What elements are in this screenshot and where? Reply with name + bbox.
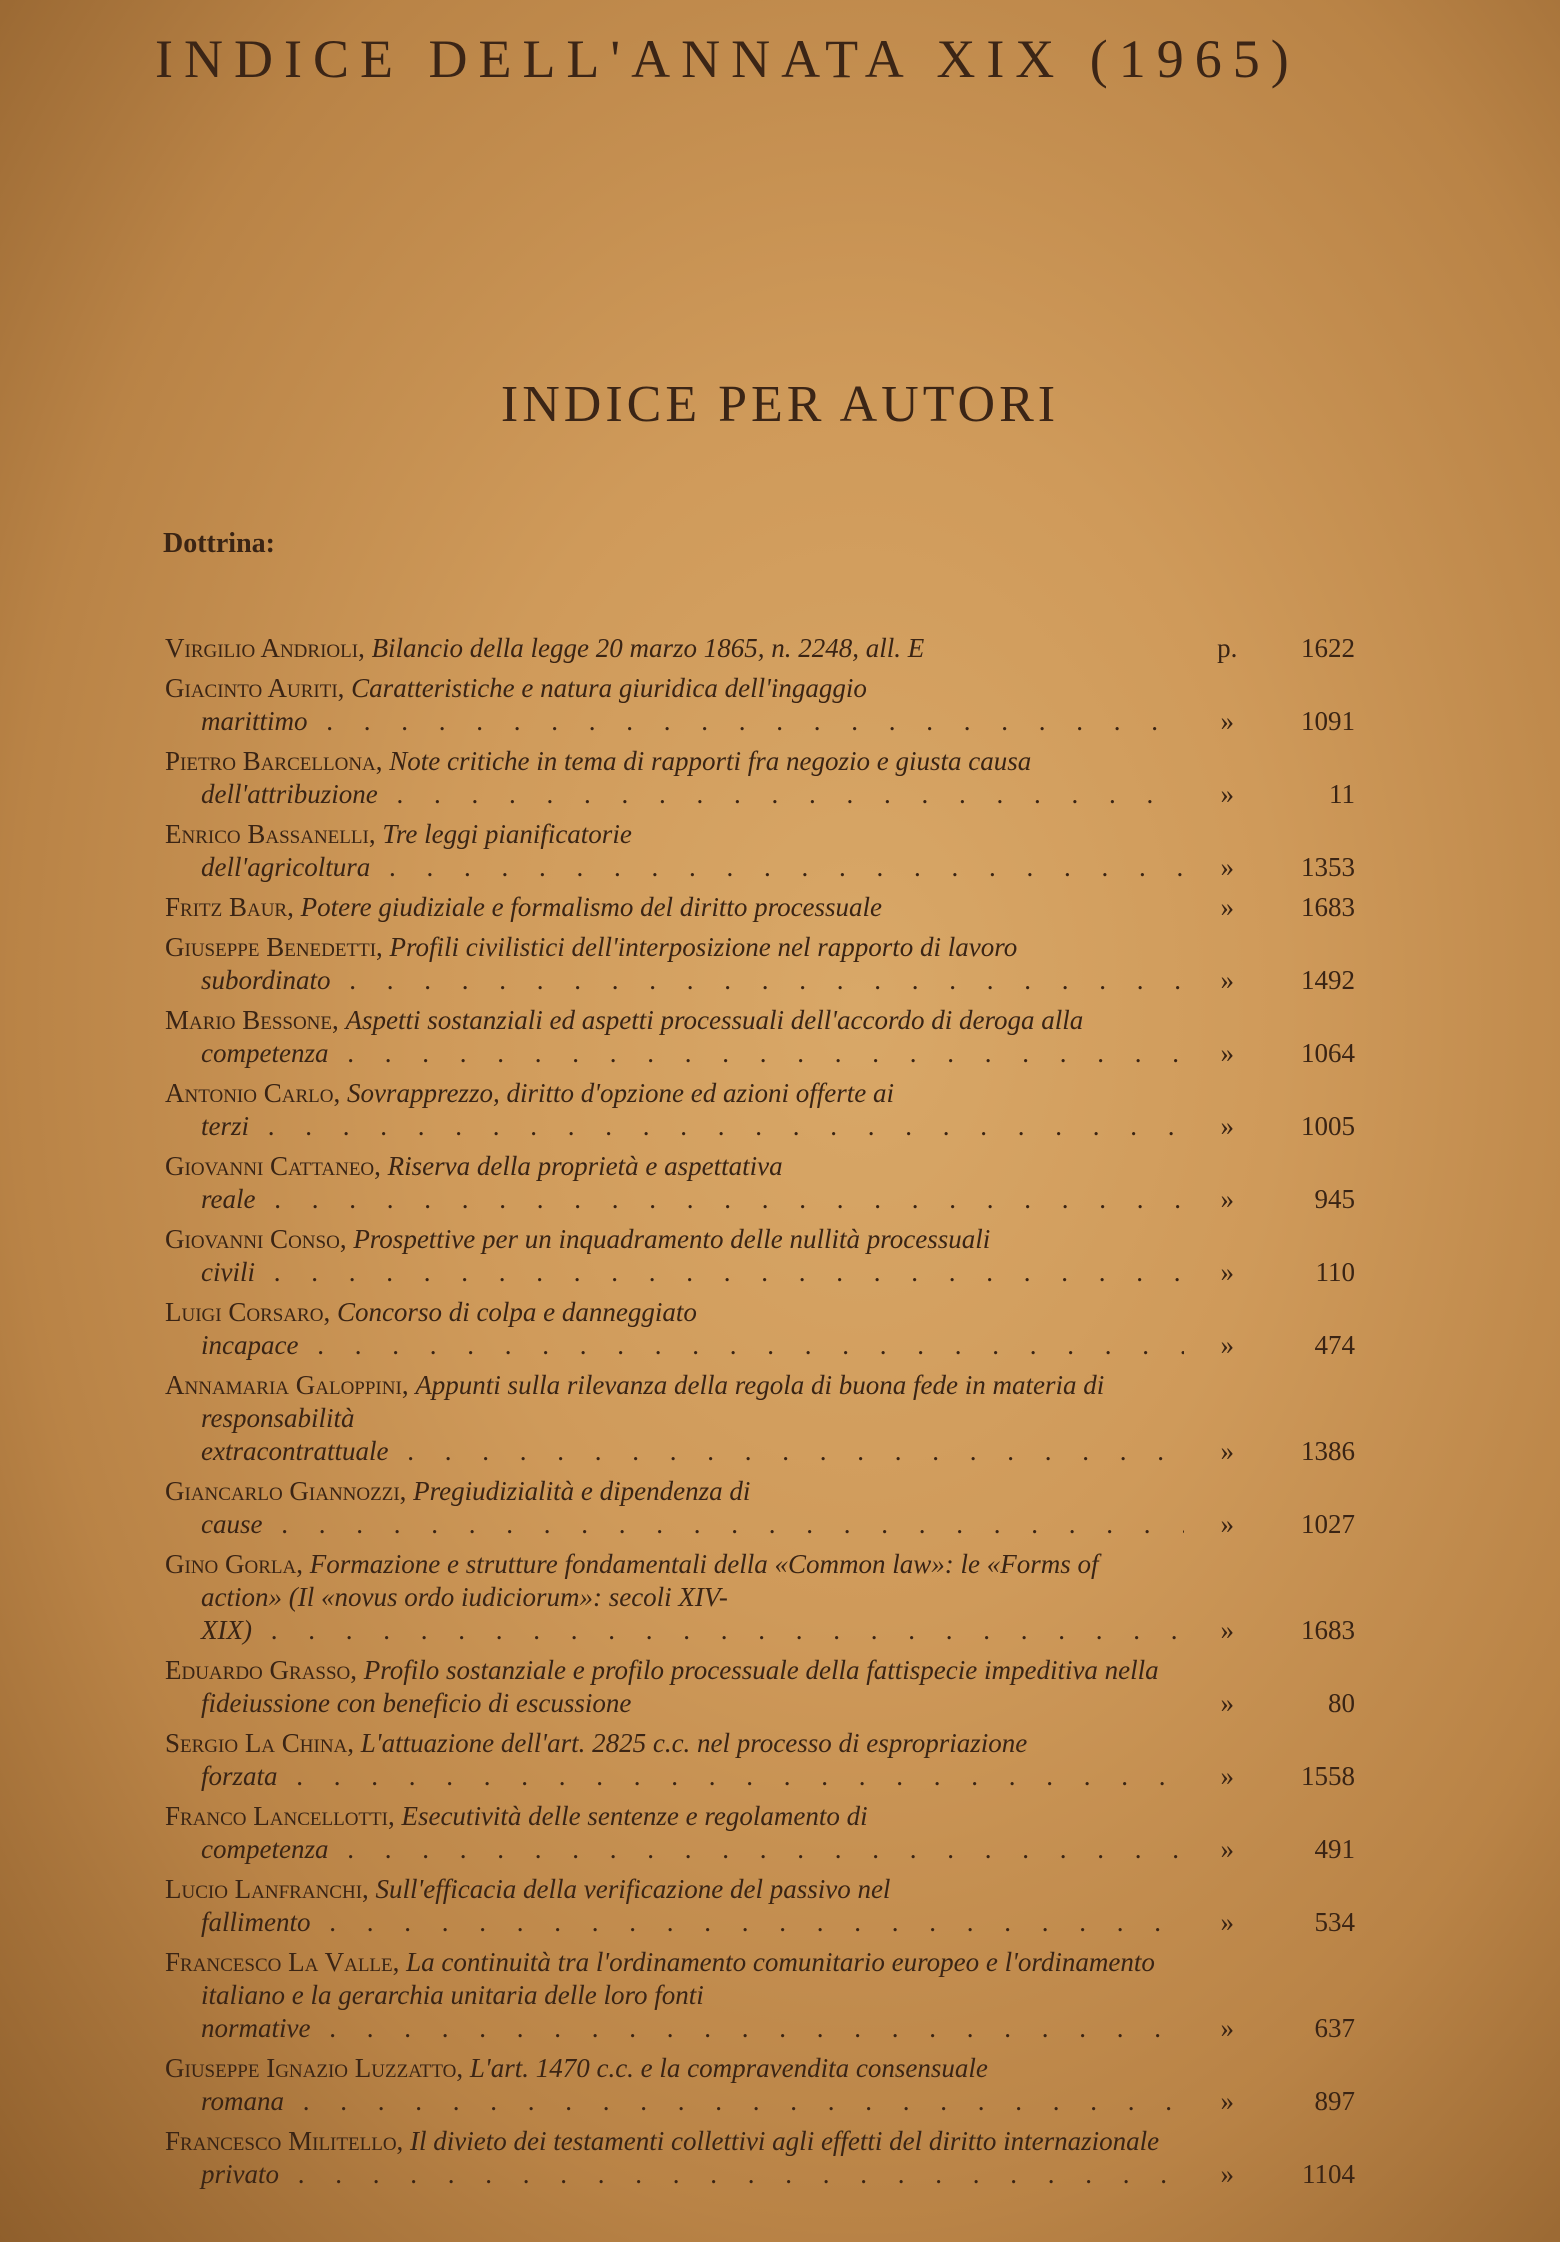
entry-text: Sergio La China, L'attuazione dell'art. 2825 c.c. nel processo di espropriazione forzata . . . [165, 1727, 1184, 1793]
entry-author: Lucio Lanfranchi [165, 1874, 363, 1904]
entry-author: Franco Lancellotti [165, 1801, 388, 1831]
entry-page: 1027 [1301, 1509, 1356, 1539]
index-entry [165, 1727, 1355, 1793]
entry-author: Francesco La Valle [165, 1947, 393, 1977]
entry-author: Giuseppe Benedetti [165, 932, 377, 962]
entry-text: Antonio Carlo, Sovrapprezzo, diritto d'opzione ed azioni offerte ai terzi . . . [165, 1077, 1184, 1143]
entry-text: Giuseppe Benedetti, Profili civilistici dell'interposizione nel rapporto di lavoro subordinato . . . [165, 931, 1184, 997]
entry-text: Annamaria Galoppini, Appunti sulla rilevanza della regola di buona fede in materia di responsabilità extracontrattuale . . . [165, 1369, 1184, 1468]
entry-author: Annamaria Galoppini [165, 1370, 402, 1400]
entry-author: Fritz Baur [165, 892, 288, 922]
index-entry [165, 818, 1355, 884]
entry-marker: » [1220, 1038, 1234, 1068]
entry-title: Profili civilistici dell'interposizione nel rapporto di lavoro subordinato . . . [201, 932, 1184, 995]
entry-text: Fritz Baur, Potere giudiziale e formalismo del diritto processuale [165, 892, 883, 922]
entry-marker: » [1220, 1184, 1234, 1214]
entry-page: 110 [1315, 1257, 1356, 1287]
index-entry [165, 1150, 1355, 1216]
entry-marker: » [1220, 1330, 1234, 1360]
entry-marker: » [1220, 1111, 1234, 1141]
entry-title: Riserva della proprietà e aspettativa reale . . . [201, 1151, 1184, 1214]
entry-page: 491 [1314, 1834, 1356, 1864]
entry-text: Lucio Lanfranchi, Sull'efficacia della verificazione del passivo nel fallimento . . . [165, 1873, 1184, 1939]
entry-page: 1386 [1301, 1436, 1356, 1466]
index-entry [165, 1873, 1355, 1939]
entry-author: Virgilio Andrioli [165, 633, 359, 663]
entry-title: Tre leggi pianificatorie dell'agricoltura . . . [201, 819, 1184, 882]
entry-marker: » [1220, 1907, 1234, 1937]
entry-marker: » [1220, 1257, 1234, 1287]
index-entry [165, 1223, 1355, 1289]
entry-title: La continuità tra l'ordinamento comunitario europeo e l'ordinamento italiano e la gerarchia unitaria delle loro fonti normative . . . [201, 1947, 1184, 2043]
entry-text: Pietro Barcellona, Note critiche in tema di rapporti fra negozio e giusta causa dell'attribuzione . . . [165, 745, 1184, 811]
index-entry [165, 1800, 1355, 1866]
index-entry [165, 672, 1355, 738]
entry-page: 1064 [1301, 1038, 1356, 1068]
entry-text: Giuseppe Ignazio Luzzatto, L'art. 1470 c.c. e la compravendita consensuale romana . . . [165, 2052, 1184, 2118]
entry-title: Note critiche in tema di rapporti fra negozio e giusta causa dell'attribuzione . . . [201, 746, 1184, 809]
entry-title: Concorso di colpa e danneggiato incapace . . . [201, 1297, 1184, 1360]
index-entry [165, 2052, 1355, 2118]
subsection-heading: Dottrina: [163, 528, 275, 559]
entry-author: Giovanni Cattaneo [165, 1151, 375, 1181]
entry-author: Luigi Corsaro [165, 1297, 324, 1327]
index-entry [165, 1654, 1355, 1720]
entry-title: Bilancio della legge 20 marzo 1865, n. 2248, all. E [371, 633, 925, 663]
entry-author: Sergio La China [165, 1728, 348, 1758]
entry-author: Giancarlo Giannozzi [165, 1476, 400, 1506]
entry-author: Antonio Carlo [165, 1078, 334, 1108]
entry-page: 945 [1314, 1184, 1356, 1214]
entry-page: 1683 [1301, 1615, 1356, 1645]
entry-page: 637 [1314, 2013, 1356, 2043]
entry-page: 1492 [1301, 965, 1356, 995]
entry-author: Giuseppe Ignazio Luzzatto [165, 2053, 457, 2083]
entry-author: Francesco Militello [165, 2126, 397, 2156]
entry-title: Potere giudiziale e formalismo del diritto processuale [300, 892, 883, 922]
entry-text: Giovanni Cattaneo, Riserva della proprietà e aspettativa reale . . . [165, 1150, 1184, 1216]
entry-marker: » [1220, 1834, 1234, 1864]
entry-title: Sovrapprezzo, diritto d'opzione ed azioni offerte ai terzi . . . [201, 1078, 1184, 1141]
entry-title: Aspetti sostanziali ed aspetti processuali dell'accordo di deroga alla competenza . . . [201, 1005, 1184, 1068]
index-entry [165, 1369, 1355, 1468]
index-entry [165, 1475, 1355, 1541]
entry-title: Caratteristiche e natura giuridica dell'ingaggio marittimo . . . [201, 673, 1184, 736]
entry-title: Prospettive per un inquadramento delle nullità processuali civili . . . [201, 1224, 1184, 1287]
index-entry [165, 1004, 1355, 1070]
entry-page: 534 [1314, 1907, 1356, 1937]
entry-title: L'attuazione dell'art. 2825 c.c. nel processo di espropriazione forzata . . . [201, 1728, 1184, 1791]
index-entry [165, 1077, 1355, 1143]
entry-text: Luigi Corsaro, Concorso di colpa e danneggiato incapace . . . [165, 1296, 1184, 1362]
entry-marker: » [1220, 1688, 1234, 1718]
index-entry [165, 2125, 1355, 2191]
entry-text: Franco Lancellotti, Esecutività delle sentenze e regolamento di competenza . . . [165, 1800, 1184, 1866]
entry-page: 1091 [1301, 706, 1356, 736]
entry-title: Esecutività delle sentenze e regolamento di competenza . . . [201, 1801, 1184, 1864]
entry-marker: » [1220, 2159, 1234, 2189]
entry-page: 1558 [1301, 1761, 1356, 1791]
entry-page: 1353 [1301, 852, 1356, 882]
entry-marker: » [1220, 2086, 1234, 2116]
entry-text: Eduardo Grasso, Profilo sostanziale e profilo processuale della fattispecie impeditiva nella fideiussione con beneficio di escussione [165, 1655, 1159, 1718]
entry-marker: » [1220, 706, 1234, 736]
entry-page: 1005 [1301, 1111, 1356, 1141]
entry-text: Gino Gorla, Formazione e strutture fondamentali della «Common law»: le «Forms of action» (Il «novus ordo iudiciorum»: secoli XIV-XIX) . . . [165, 1548, 1184, 1647]
entry-marker: » [1220, 1615, 1234, 1645]
entry-title: Sull'efficacia della verificazione del passivo nel fallimento . . . [201, 1874, 1184, 1937]
entry-author: Giacinto Auriti [165, 673, 338, 703]
entry-marker: p. [1217, 633, 1238, 663]
section-title: INDICE PER AUTORI [500, 376, 1060, 433]
entry-page: 474 [1314, 1330, 1356, 1360]
entry-text: Giovanni Conso, Prospettive per un inquadramento delle nullità processuali civili . . . [165, 1223, 1184, 1289]
running-header: INDICE DELL'ANNATA XIX (1965) [155, 29, 1300, 89]
entry-marker: » [1220, 1436, 1234, 1466]
entry-text: Enrico Bassanelli, Tre leggi pianificatorie dell'agricoltura . . . [165, 818, 1184, 884]
entry-author: Enrico Bassanelli [165, 819, 369, 849]
entry-page: 1104 [1302, 2159, 1356, 2189]
entry-title: Profilo sostanziale e profilo processuale della fattispecie impeditiva nella fideiussione con beneficio di escussione [201, 1655, 1159, 1718]
entry-marker: » [1220, 892, 1234, 922]
author-index-list [165, 632, 1355, 2198]
entry-title: L'art. 1470 c.c. e la compravendita consensuale romana . . . [201, 2053, 1184, 2116]
index-entry [165, 931, 1355, 997]
entry-title: Il divieto dei testamenti collettivi agli effetti del diritto internazionale privato . . . [201, 2126, 1184, 2189]
entry-title: Appunti sulla rilevanza della regola di buona fede in materia di responsabilità extracontrattuale . . . [201, 1370, 1184, 1466]
entry-title: Pregiudizialità e dipendenza di cause . . . [201, 1476, 1184, 1539]
entry-marker: » [1220, 965, 1234, 995]
index-entry [165, 1548, 1355, 1647]
entry-text: Virgilio Andrioli, Bilancio della legge 20 marzo 1865, n. 2248, all. E [165, 633, 925, 663]
index-entry [165, 1296, 1355, 1362]
entry-author: Pietro Barcellona [165, 746, 376, 776]
entry-page: 897 [1314, 2086, 1356, 2116]
index-entry [165, 891, 1355, 924]
index-entry [165, 745, 1355, 811]
entry-page: 80 [1328, 1688, 1356, 1718]
entry-marker: » [1220, 1509, 1234, 1539]
entry-page: 11 [1329, 779, 1356, 809]
entry-text: Francesco La Valle, La continuità tra l'ordinamento comunitario europeo e l'ordinamento italiano e la gerarchia unitaria delle loro fonti normative . . . [165, 1946, 1184, 2045]
entry-author: Eduardo Grasso [165, 1655, 351, 1685]
entry-text: Mario Bessone, Aspetti sostanziali ed aspetti processuali dell'accordo di deroga alla competenza . . . [165, 1004, 1184, 1070]
entry-page: 1622 [1301, 633, 1356, 663]
entry-text: Giancarlo Giannozzi, Pregiudizialità e dipendenza di cause . . . [165, 1475, 1184, 1541]
entry-marker: » [1220, 852, 1234, 882]
entry-marker: » [1220, 1761, 1234, 1791]
entry-author: Giovanni Conso [165, 1224, 340, 1254]
index-entry [165, 632, 1355, 665]
entry-author: Gino Gorla [165, 1549, 297, 1579]
index-entry [165, 1946, 1355, 2045]
entry-text: Francesco Militello, Il divieto dei testamenti collettivi agli effetti del diritto internazionale privato . . . [165, 2125, 1184, 2191]
entry-author: Mario Bessone [165, 1005, 332, 1035]
entry-text: Giacinto Auriti, Caratteristiche e natura giuridica dell'ingaggio marittimo . . . [165, 672, 1184, 738]
entry-marker: » [1220, 779, 1234, 809]
entry-title: Formazione e strutture fondamentali della «Common law»: le «Forms of action» (Il «novus ordo iudiciorum»: secoli XIV-XIX) . . . [201, 1549, 1184, 1645]
entry-marker: » [1220, 2013, 1234, 2043]
entry-page: 1683 [1301, 892, 1356, 922]
